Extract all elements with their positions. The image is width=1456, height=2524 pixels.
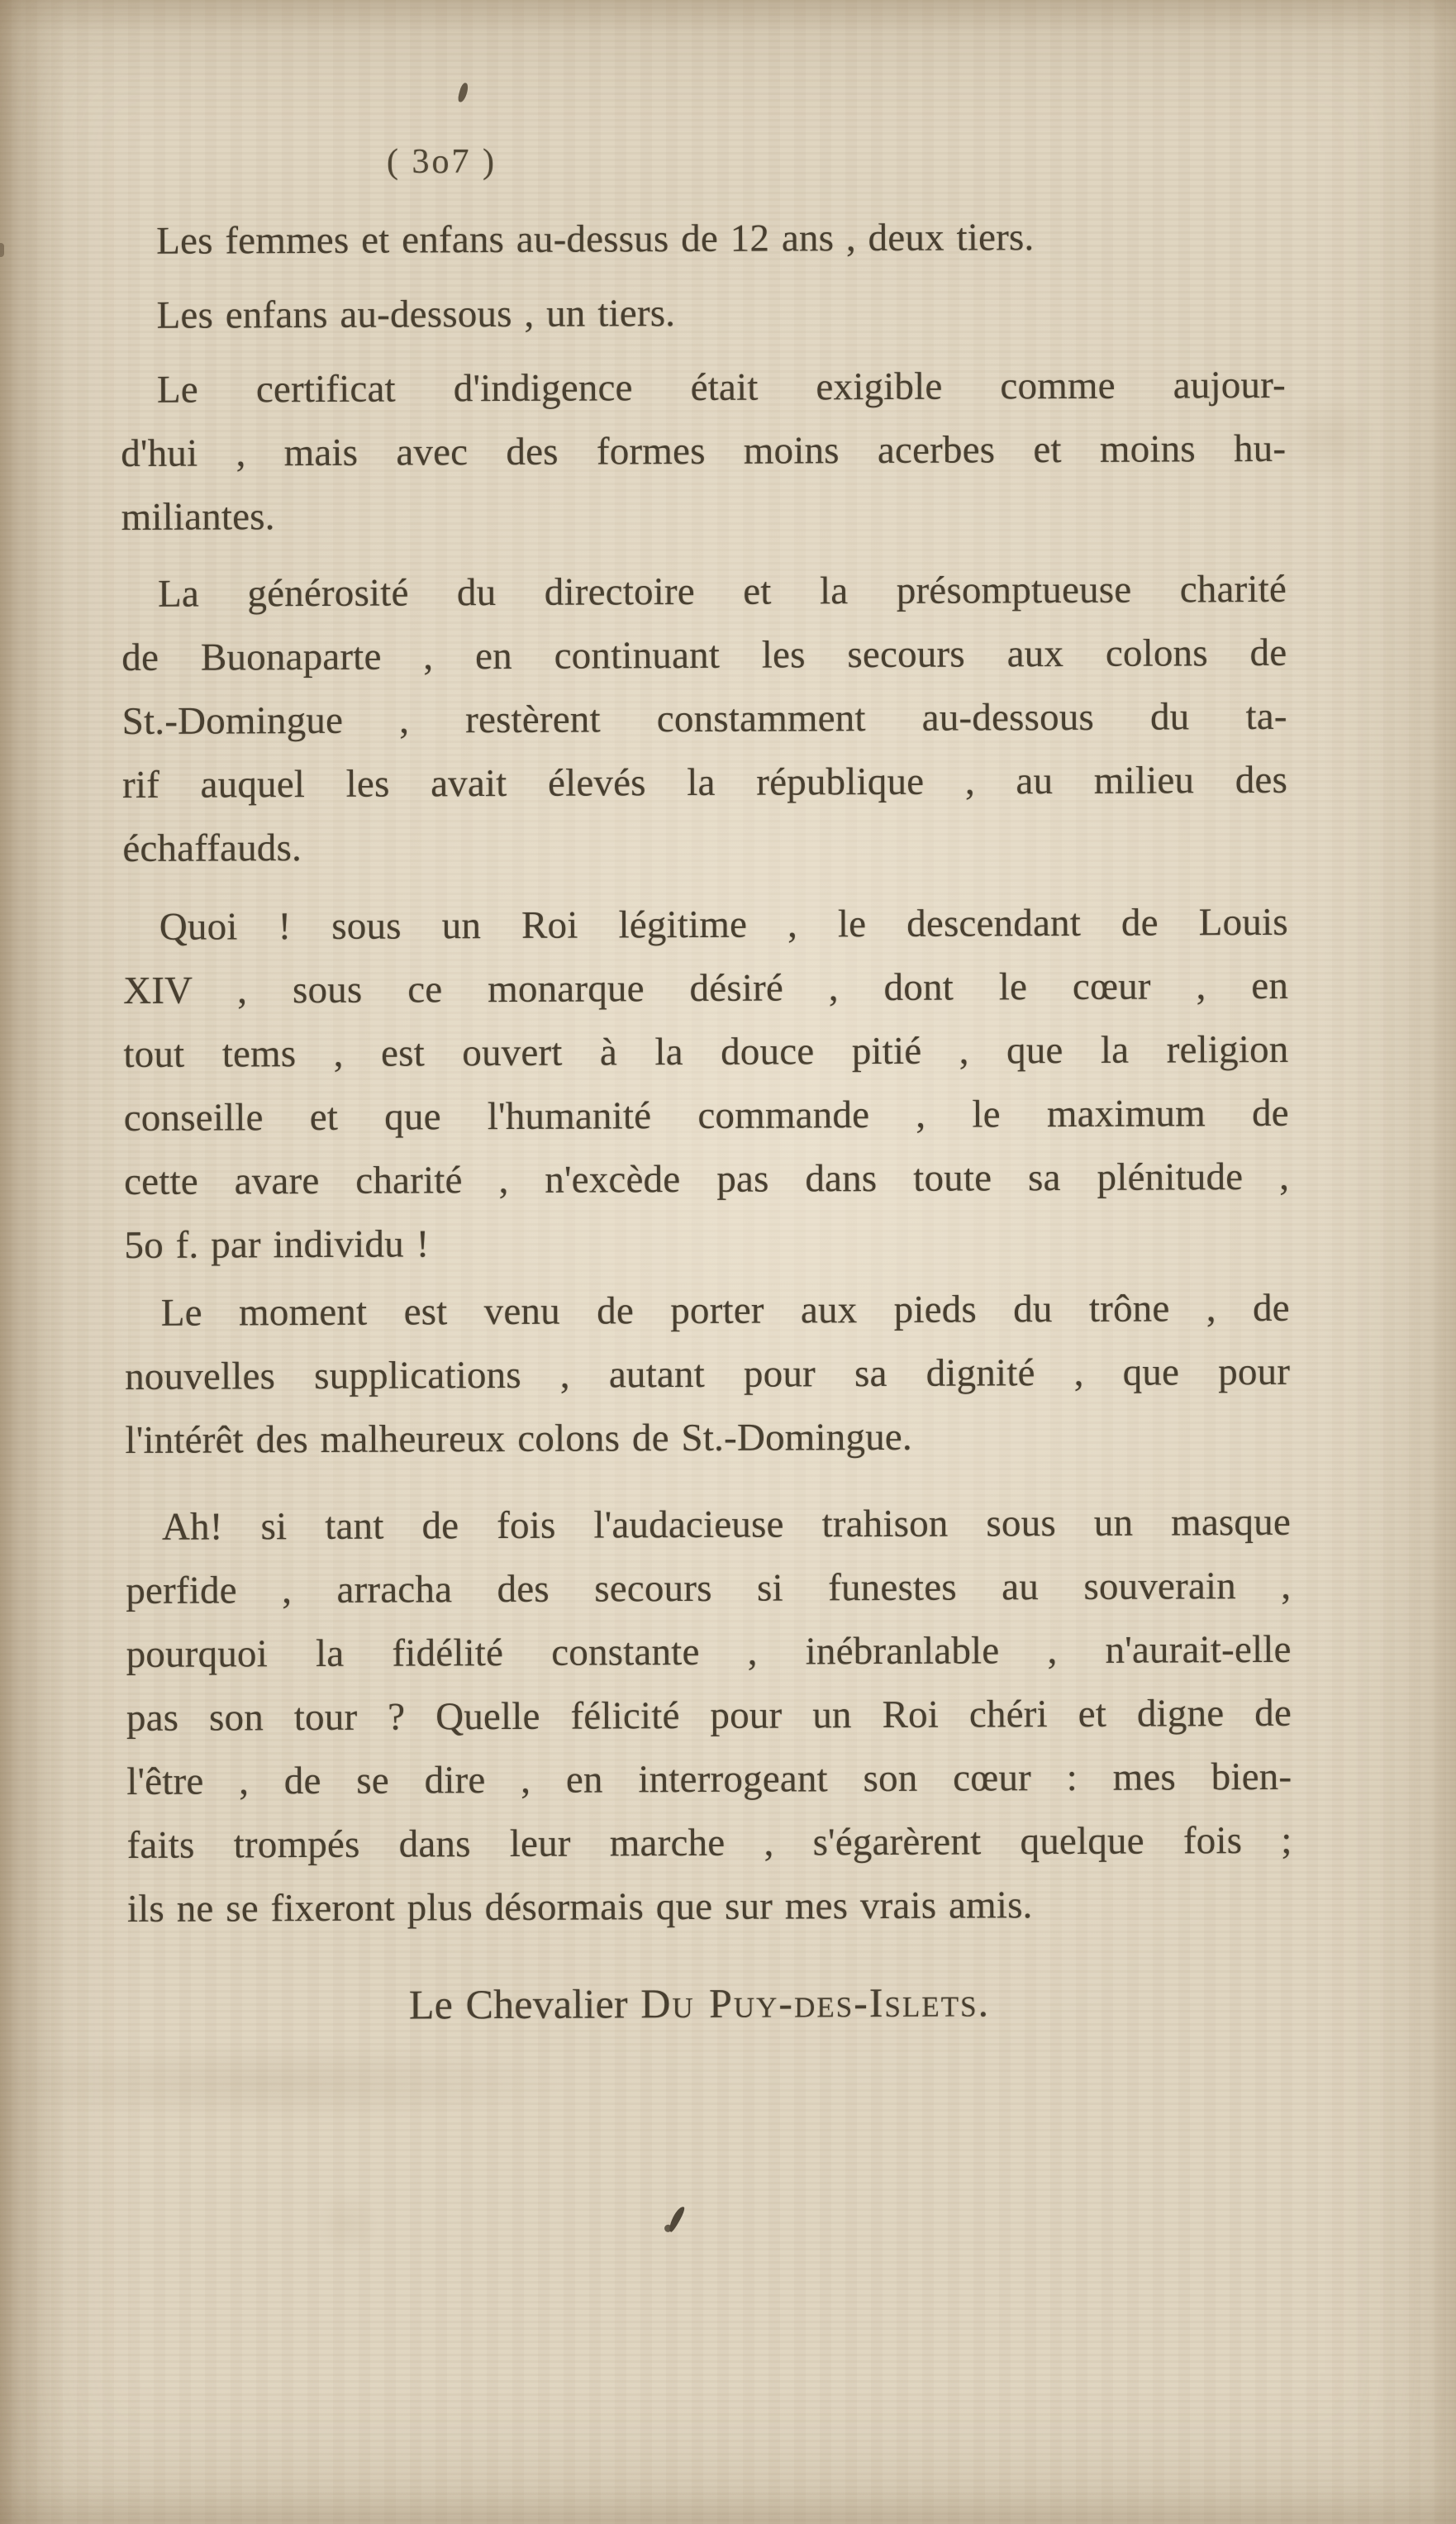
paragraph xyxy=(123,891,1290,1278)
paragraph xyxy=(121,558,1288,881)
text-line: Le certificat d'indigence était exigible comme aujour- xyxy=(156,363,1287,412)
text-line: nouvelles supplications , autant pour sa dignité , que pour xyxy=(125,1350,1291,1398)
text-line: tout tems , est ouvert à la douce pitié , que la religion xyxy=(123,1027,1289,1076)
text-line: rif auquel les avait élevés la république , au milieu des xyxy=(121,758,1288,807)
text-line: échaffauds. xyxy=(122,826,302,870)
text-line: cette avare charité , n'excède pas dans toute sa plénitude , xyxy=(124,1155,1290,1203)
text-line: l'intérêt des malheureux colons de St.-Domingue. xyxy=(125,1415,912,1462)
text-line: d'hui , mais avec des formes moins acerbes et moins hu- xyxy=(121,426,1287,475)
pen-stroke-icon xyxy=(667,2205,686,2234)
text-line: ils ne se fixeront plus désormais que sur mes vrais amis. xyxy=(126,1883,1033,1931)
signature-prefix: Le Chevalier xyxy=(408,1980,641,2028)
text-line: Ah! si tant de fois l'audacieuse trahison sous un masque xyxy=(161,1500,1292,1549)
text-line: Le moment est venu de porter aux pieds du trône , de xyxy=(160,1286,1290,1335)
text-line: La générosité du directoire et la présomptueuse charité xyxy=(157,567,1287,616)
text-line: Les enfans au-dessous , un tiers. xyxy=(156,292,676,337)
text-line: perfide , arracha des secours si funestes au souverain , xyxy=(126,1564,1292,1612)
body-text xyxy=(120,205,1293,2038)
text-line: miliantes. xyxy=(121,495,275,539)
text-line: faits trompés dans leur marche , s'égarèrent quelque fois ; xyxy=(126,1818,1292,1867)
text-line: Les femmes et enfans au-dessus de 12 ans , deux tiers. xyxy=(156,216,1035,263)
paragraph xyxy=(121,354,1287,550)
paragraphs xyxy=(120,205,1292,1941)
signature-line xyxy=(127,1969,1292,2038)
paragraph xyxy=(126,1491,1292,1941)
paragraph xyxy=(125,1277,1291,1473)
text-line: Quoi ! sous un Roi légitime , le descendant de Louis xyxy=(159,900,1288,949)
text-line: l'être , de se dire , en interrogeant son cœur : mes bien- xyxy=(126,1755,1292,1803)
text-line: 5o f. par individu ! xyxy=(124,1222,430,1267)
text-line: St.-Domingue , restèrent constamment au-dessous du ta- xyxy=(121,694,1287,743)
signature-name: Du Puy-des-Islets. xyxy=(640,1979,991,2027)
text-line: XIV , sous ce monarque désiré , dont le cœur , en xyxy=(123,964,1289,1012)
text-line: pas son tour ? Quelle félicité pour un Roi chéri et digne de xyxy=(126,1691,1292,1740)
paragraph xyxy=(120,279,1285,348)
page-number-header: ( 3o7 ) xyxy=(387,143,497,181)
text-line: de Buonaparte , en continuant les secours aux colons de xyxy=(121,631,1287,679)
edge-nick-icon xyxy=(0,243,4,257)
text-line: pourquoi la fidélité constante , inébranlable , n'aurait-elle xyxy=(126,1627,1292,1676)
paragraph xyxy=(120,205,1285,274)
ink-speck-icon xyxy=(457,82,469,103)
text-line: conseille et que l'humanité commande , le maximum de xyxy=(123,1091,1289,1140)
